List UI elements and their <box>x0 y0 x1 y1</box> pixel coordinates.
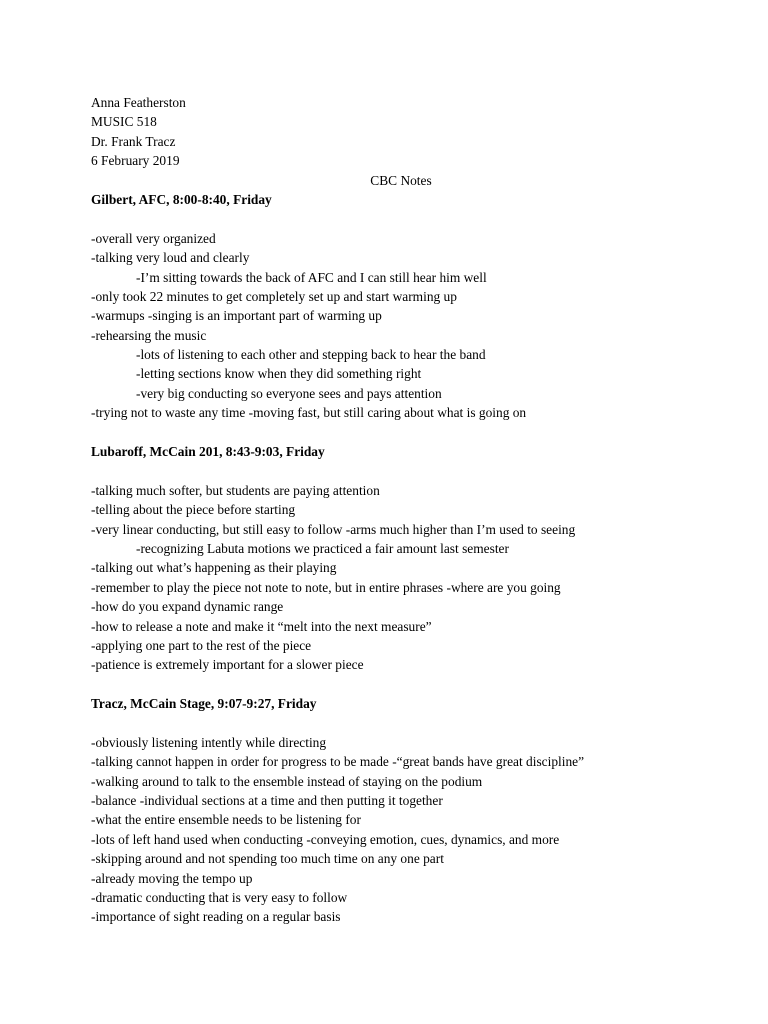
document-date: 6 February 2019 <box>91 153 180 169</box>
blank-line <box>91 209 731 228</box>
author-name: Anna Featherston <box>91 95 186 110</box>
note-line: -remember to play the piece not note to note, but in entire phrases -where are you going <box>91 579 561 595</box>
course-code: MUSIC 518 <box>91 114 157 130</box>
note-line: -talking much softer, but students are paying attention <box>91 482 380 498</box>
note-line: -what the entire ensemble needs to be listening for <box>91 812 361 828</box>
note-line: -already moving the tempo up <box>91 870 253 886</box>
note-subline: -very big conducting so everyone sees and pays attention <box>136 385 442 401</box>
blank-line <box>91 714 731 733</box>
note-line: -balance -individual sections at a time and then putting it together <box>91 793 443 809</box>
blank-line <box>91 423 731 442</box>
note-line: -talking very loud and clearly <box>91 250 250 266</box>
note-line: -overall very organized <box>91 230 216 246</box>
note-line: -applying one part to the rest of the piece <box>91 637 312 653</box>
note-line: -talking cannot happen in order for progress to be made -“great bands have great discipline” <box>91 754 585 770</box>
note-line: -trying not to waste any time -moving fast, but still caring about what is going on <box>91 405 527 421</box>
note-line: -very linear conducting, but still easy to follow -arms much higher than I’m used to seeing <box>91 521 576 537</box>
note-line: -skipping around and not spending too much time on any one part <box>91 851 444 867</box>
note-line: -talking out what’s happening as their playing <box>91 560 337 576</box>
section-heading-tracz: Tracz, McCain Stage, 9:07-9:27, Friday <box>91 696 317 712</box>
note-line: -importance of sight reading on a regular basis <box>91 909 341 925</box>
note-line: -warmups -singing is an important part of warming up <box>91 308 382 324</box>
note-subline: -I’m sitting towards the back of AFC and I can still hear him well <box>136 269 487 285</box>
note-subline: -letting sections know when they did something right <box>136 366 422 382</box>
note-line: -telling about the piece before starting <box>91 502 296 518</box>
note-subline: -lots of listening to each other and stepping back to hear the band <box>136 347 486 363</box>
blank-line <box>91 675 731 694</box>
note-line: -walking around to talk to the ensemble instead of staying on the podium <box>91 773 483 789</box>
note-line: -dramatic conducting that is very easy to follow <box>91 890 348 906</box>
section-heading-gilbert: Gilbert, AFC, 8:00-8:40, Friday <box>91 191 272 207</box>
note-line: -only took 22 minutes to get completely set up and start warming up <box>91 288 457 304</box>
document-page <box>91 93 731 927</box>
note-line: -how do you expand dynamic range <box>91 599 284 615</box>
note-line: -obviously listening intently while directing <box>91 734 327 750</box>
note-line: -how to release a note and make it “melt into the next measure” <box>91 618 432 634</box>
instructor-name: Dr. Frank Tracz <box>91 133 176 149</box>
document-title: CBC Notes <box>370 172 432 188</box>
note-line: -lots of left hand used when conducting -conveying emotion, cues, dynamics, and more <box>91 831 560 847</box>
note-subline: -recognizing Labuta motions we practiced a fair amount last semester <box>136 540 509 556</box>
section-heading-lubaroff: Lubaroff, McCain 201, 8:43-9:03, Friday <box>91 444 325 460</box>
note-line: -rehearsing the music <box>91 327 207 343</box>
blank-line <box>91 461 731 480</box>
note-line: -patience is extremely important for a slower piece <box>91 657 364 673</box>
